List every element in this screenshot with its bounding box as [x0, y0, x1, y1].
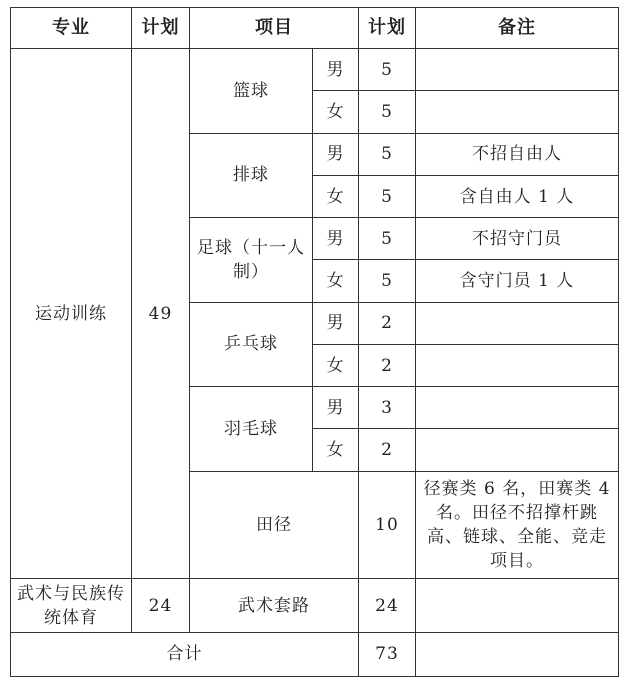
plan-cell: 24 [359, 579, 416, 632]
plan-cell: 2 [359, 344, 416, 386]
remarks-cell [416, 49, 619, 91]
gender-cell: 男 [313, 387, 359, 429]
plan-cell: 5 [359, 91, 416, 133]
gender-cell: 女 [313, 175, 359, 217]
gender-cell: 女 [313, 429, 359, 471]
remarks-cell [416, 302, 619, 344]
table-row [11, 49, 619, 91]
plan-cell: 5 [359, 49, 416, 91]
header-plan: 计划 [132, 8, 190, 49]
plan-cell: 5 [359, 175, 416, 217]
plan-cell: 3 [359, 387, 416, 429]
remarks-cell [416, 91, 619, 133]
header-row [11, 8, 619, 49]
remarks-cell: 含自由人 1 人 [416, 175, 619, 217]
table-row [11, 579, 619, 632]
enrollment-plan-table [10, 7, 619, 677]
plan-cell: 5 [359, 133, 416, 175]
remarks-cell [416, 579, 619, 632]
plan-cell: 2 [359, 429, 416, 471]
gender-cell: 男 [313, 218, 359, 260]
remarks-cell [416, 632, 619, 676]
event-football: 足球（十一人制） [190, 218, 313, 303]
gender-cell: 男 [313, 133, 359, 175]
header-event-plan: 计划 [359, 8, 416, 49]
event-badminton: 羽毛球 [190, 387, 313, 472]
header-major: 专业 [11, 8, 132, 49]
gender-cell: 女 [313, 260, 359, 302]
remarks-cell: 不招守门员 [416, 218, 619, 260]
major-martial-arts-plan: 24 [132, 579, 190, 632]
remarks-cell: 径赛类 6 名，田赛类 4 名。田径不招撑杆跳高、链球、全能、竞走项目。 [416, 471, 619, 579]
header-event: 项目 [190, 8, 359, 49]
plan-cell: 5 [359, 260, 416, 302]
remarks-cell [416, 429, 619, 471]
plan-cell: 10 [359, 471, 416, 579]
plan-cell: 2 [359, 302, 416, 344]
event-table-tennis: 乒乓球 [190, 302, 313, 387]
header-remarks: 备注 [416, 8, 619, 49]
gender-cell: 女 [313, 344, 359, 386]
remarks-cell [416, 387, 619, 429]
major-sports-training: 运动训练 [11, 49, 132, 579]
major-martial-arts: 武术与民族传统体育 [11, 579, 132, 632]
gender-cell: 男 [313, 302, 359, 344]
plan-cell: 5 [359, 218, 416, 260]
total-plan: 73 [359, 632, 416, 676]
total-label: 合计 [11, 632, 359, 676]
remarks-cell: 不招自由人 [416, 133, 619, 175]
event-volleyball: 排球 [190, 133, 313, 218]
major-sports-training-plan: 49 [132, 49, 190, 579]
event-track-and-field: 田径 [190, 471, 359, 579]
total-row [11, 632, 619, 676]
event-basketball: 篮球 [190, 49, 313, 134]
remarks-cell [416, 344, 619, 386]
remarks-cell: 含守门员 1 人 [416, 260, 619, 302]
gender-cell: 男 [313, 49, 359, 91]
event-martial-arts-routines: 武术套路 [190, 579, 359, 632]
gender-cell: 女 [313, 91, 359, 133]
